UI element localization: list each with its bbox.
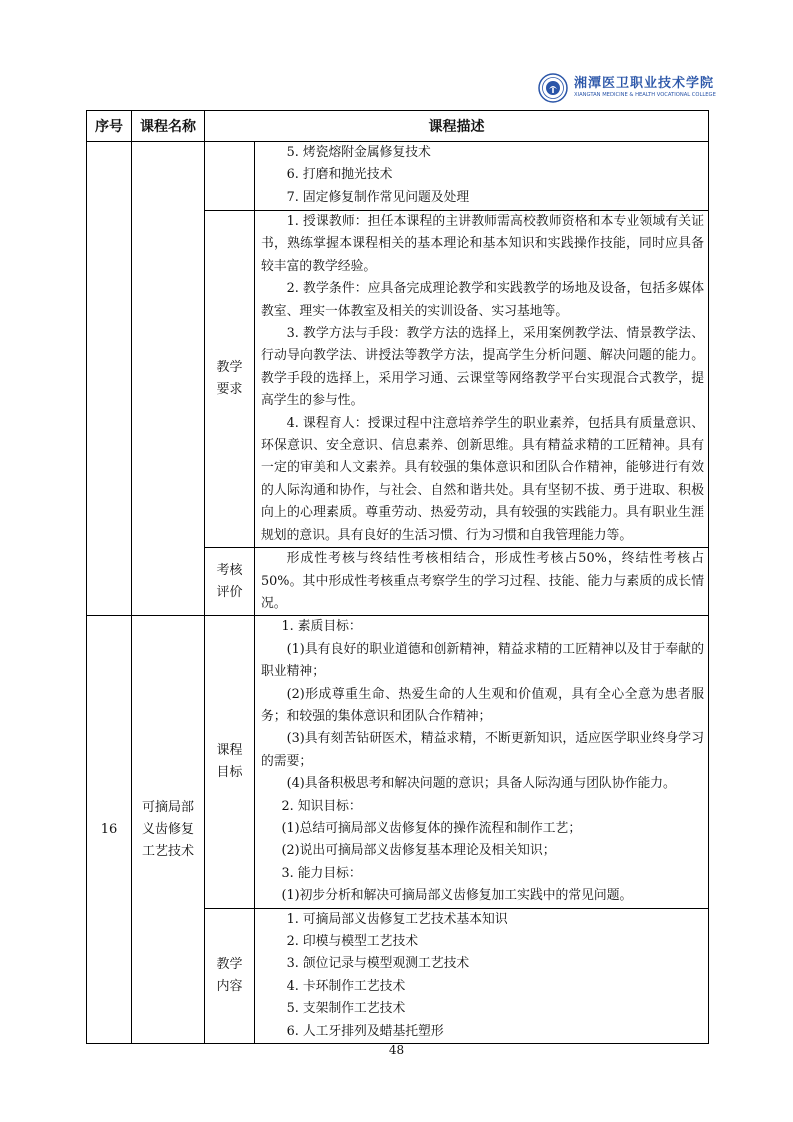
college-logo	[538, 68, 718, 108]
section-label-evaluation: 考核评价	[205, 548, 255, 616]
content-item: 3. 颌位记录与模型观测工艺技术	[286, 956, 470, 972]
content-item: 5. 支架制作工艺技术	[286, 1001, 406, 1017]
course-name-cell: 可摘局部义齿修复工艺技术	[132, 616, 205, 1044]
objective-item: 1. 素质目标：	[281, 619, 362, 635]
content-item: 1. 可摘局部义齿修复工艺技术基本知识	[286, 911, 508, 927]
content-item: 5. 烤瓷熔附金属修复技术	[286, 145, 431, 160]
objective-item: 2. 知识目标：	[281, 798, 362, 814]
course-number-cell	[87, 142, 132, 616]
content-item: 2. 印模与模型工艺技术	[286, 934, 419, 949]
logo-english: XIANGTAN MEDICINE & HEALTH VOCATIONAL COLLEGE	[574, 92, 716, 99]
section-label-requirements: 教学要求	[205, 211, 255, 548]
teaching-requirements-cell	[255, 211, 709, 548]
course-name-cell	[132, 142, 205, 616]
objective-item: (3)具有刻苦钻研医术，精益求精，不断更新知识，适应医学职业终身学习的需要；	[261, 731, 704, 769]
requirement-item: 1. 授课教师：担任本课程的主讲教师需高校教师资格和本专业领域有关证书，熟练掌握本课程相关的基本理论和基本知识和实践操作技能，同时应具备较丰富的教学经验。	[261, 214, 704, 274]
teaching-content-cell	[255, 142, 709, 211]
objective-item: (2)形成尊重生命、热爱生命的人生观和价值观，具有全心全意为患者服务；和较强的集体意识和团队合作精神；	[261, 686, 704, 724]
content-item: 7. 固定修复制作常见问题及处理	[286, 189, 470, 205]
column-header-number: 序号	[87, 111, 132, 142]
content-item: 6. 人工牙排列及蜡基托塑形	[286, 1023, 444, 1039]
curriculum-table	[86, 110, 709, 1044]
college-seal-icon	[538, 73, 568, 103]
column-header-course-name: 课程名称	[132, 111, 205, 142]
page-number: 48	[388, 1043, 405, 1057]
section-label-objectives: 课程目标	[205, 616, 255, 908]
objective-item: (4)具备积极思考和解决问题的意识；具备人际沟通与团队协作能力。	[286, 776, 676, 792]
objective-item: (2)说出可摘局部义齿修复基本理论及相关知识；	[281, 843, 556, 859]
section-label-content: 教学内容	[205, 908, 255, 1043]
content-item: 4. 卡环制作工艺技术	[286, 978, 406, 994]
objective-item: (1)具有良好的职业道德和创新精神，精益求精的工匠精神以及甘于奉献的职业精神；	[261, 641, 704, 680]
content-item: 6. 打磨和抛光技术	[286, 167, 393, 183]
logo-name: 湘潭医卫职业技术学院	[574, 76, 715, 92]
requirement-item: 4. 课程育人：授课过程中注意培养学生的职业素养，包括具有质量意识、环保意识、安全意识、信息素养、创新思维。具有精益求精的工匠精神。具有一定的审美和人文素养。具有较强的集体意识和团队合作精神，能够进行有效的人际沟通和协作，与社会、自然和谐共处。具有坚韧不拔、勇于进取、积极向上的心理素质。尊重劳动、热爱劳动，具有较强的实践能力。具有职业生涯规划的意识。具有良好的生活习惯、行为习惯和自我管理能力等。	[261, 415, 704, 543]
table-row	[87, 616, 709, 908]
table-row	[87, 142, 709, 211]
column-header-description: 课程描述	[205, 111, 709, 142]
objective-item: (1)初步分析和解决可摘局部义齿修复加工实践中的常见问题。	[281, 888, 633, 904]
course-number-cell: 16	[87, 616, 132, 1044]
evaluation-text: 形成性考核与终结性考核相结合，形成性考核占50%，终结性考核占50%。其中形成性考核重点考察学生的学习过程、技能、能力与素质的成长情况。	[261, 551, 704, 611]
section-label-cell	[205, 142, 255, 211]
teaching-content-cell	[255, 908, 709, 1043]
table-header-row	[87, 111, 709, 142]
evaluation-cell	[255, 548, 709, 616]
course-objectives-cell	[255, 616, 709, 908]
requirement-item: 3. 教学方法与手段：教学方法的选择上，采用案例教学法、情景教学法、行动导向教学法、讲授法等教学方法，提高学生分析问题、解决问题的能力。教学手段的选择上，采用学习通、云课堂等网络教学平台实现混合式教学，提高学生的参与性。	[261, 326, 704, 409]
objective-item: (1)总结可摘局部义齿修复体的操作流程和制作工艺；	[281, 820, 582, 836]
requirement-item: 2. 教学条件：应具备完成理论教学和实践教学的场地及设备，包括多媒体教室、理实一体教室及相关的实训设备、实习基地等。	[261, 281, 704, 319]
objective-item: 3. 能力目标：	[281, 865, 362, 881]
